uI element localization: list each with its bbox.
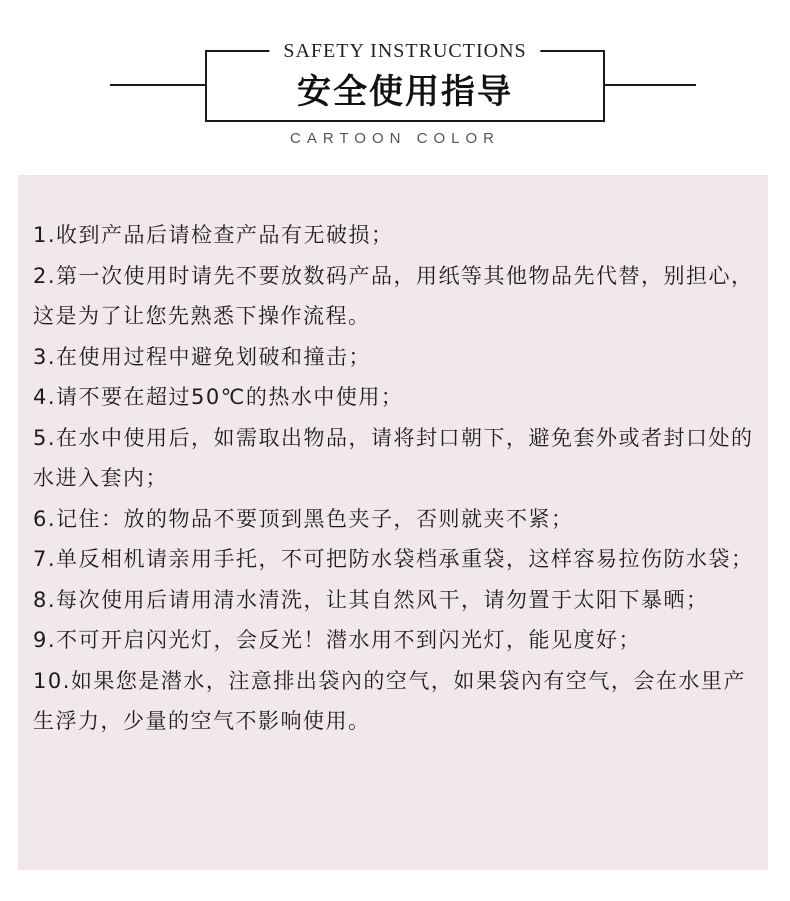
page-title: 安全使用指导: [297, 72, 513, 112]
instruction-item: 8.每次使用后请用清水清洗，让其自然风干，请勿置于太阳下暴晒；: [33, 587, 709, 612]
instruction-item: 1.收到产品后请检查产品有无破损；: [33, 223, 394, 247]
instruction-item: 9.不可开启闪光灯，会反光！潜水用不到闪光灯，能见度好；: [33, 628, 642, 652]
title-frame: [205, 40, 605, 122]
instruction-item: 6.记住：放的物品不要顶到黑色夹子，否则就夹不紧；: [33, 506, 574, 531]
instruction-item: 2.第一次使用时请先不要放数码产品，用纸等其他物品先代替，别担心，这是为了让您先熟悉下操作流程。: [33, 263, 754, 328]
instructions-list: [33, 215, 758, 742]
instruction-item: 5.在水中使用后，如需取出物品，请将封口朝下，避免套外或者封口处的水进入套内；: [33, 425, 754, 490]
instruction-item: 4.请不要在超过50℃的热水中使用；: [33, 385, 404, 409]
english-title: SAFETY INSTRUCTIONS: [269, 40, 540, 62]
instructions-panel: [18, 175, 768, 870]
header-right-rule: [604, 84, 696, 86]
header-left-rule: [110, 84, 206, 86]
subtitle: CARTOON COLOR: [290, 130, 500, 147]
instruction-item: 3.在使用过程中避免划破和撞击；: [33, 344, 372, 369]
header: [0, 0, 790, 170]
instruction-item: 10.如果您是潜水，注意排出袋內的空气，如果袋內有空气，会在水里产生浮力，少量的空气不影响使用。: [33, 668, 746, 733]
instruction-item: 7.单反相机请亲用手托，不可把防水袋档承重袋，这样容易拉伤防水袋；: [33, 547, 754, 571]
